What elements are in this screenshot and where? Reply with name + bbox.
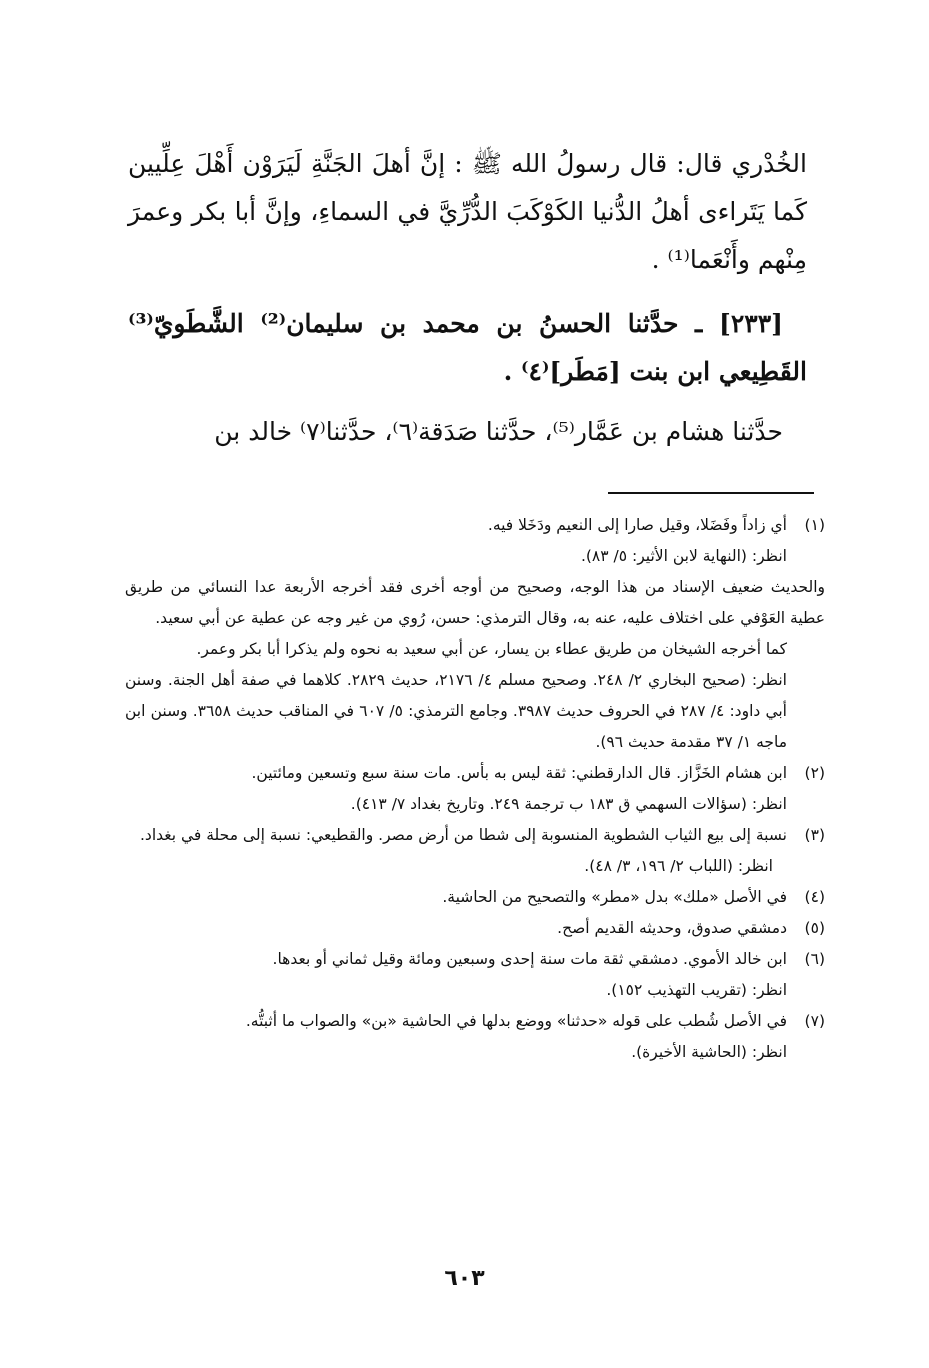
footnote-3 xyxy=(125,820,825,851)
footnotes-block xyxy=(125,510,825,1068)
footnote-separator-rule xyxy=(608,492,814,494)
footnote-number: (٤) xyxy=(804,888,825,906)
footnote-text: ابن خالد الأموي. دمشقي ثقة مات سنة إحدى وسبعين ومائة وقيل ثماني أو بعدها. xyxy=(272,950,787,968)
footnote-4 xyxy=(125,882,825,913)
page-number: ٦٠٣ xyxy=(444,1266,485,1291)
footnote-number: (٢) xyxy=(804,764,825,782)
footnote-7-reference: انظر: (الحاشية الأخيرة). xyxy=(631,1043,787,1061)
footnote-1-commentary: والحديث ضعيف الإسناد من هذا الوجه، وصحيح من أوجه أخرى فقد أخرجه الأربعة عدا النسائي من طريق عطية العَوْفي على اختلاف عليه، عنه به، وقال الترمذي: حسن، رُوي من غير وجه عن عطية عن أبي سعيد. xyxy=(125,578,825,627)
footnote-7 xyxy=(125,1006,825,1037)
footnote-2 xyxy=(125,758,825,789)
footnote-text: في الأصل شُطب على قوله «حدثنا» ووضع بدلها في الحاشية «بن» والصواب ما أثبتُّه. xyxy=(245,1012,787,1030)
footnote-1-commentary-2: كما أخرجه الشيخان من طريق عطاء بن يسار، عن أبي سعيد به نحوه ولم يذكرا أبا بكر وعمر. xyxy=(196,640,787,658)
footnote-1 xyxy=(125,510,825,541)
main-paragraph-narration-233: [٢٣٣] ـ حدَّثنا الحسنُ بن محمد بن سليمان⁽²⁾ الشَّطَويّ⁽³⁾ القَطِيعي ابن بنت [مَطَر]⁽٤⁾ . xyxy=(128,309,807,386)
main-paragraph-chain: حدَّثنا هشام بن عَمَّار⁽⁵⁾، حدَّثنا صَدَقة⁽٦⁾، حدَّثنا⁽٧⁾ خالد بن xyxy=(214,417,783,446)
footnote-number: (٣) xyxy=(804,826,825,844)
footnote-text: دمشقي صدوق، وحديثه القديم أصح. xyxy=(557,919,787,937)
main-text-block xyxy=(128,140,807,456)
footnote-number: (٥) xyxy=(804,919,825,937)
footnote-6-reference: انظر: (تقريب التهذيب ١٥٢). xyxy=(606,981,787,999)
footnote-1-sources: انظر: (صحيح البخاري ٢/ ٢٤٨. وصحيح مسلم ٤/ ٢١٧٦، حديث ٢٨٢٩. كلاهما في صفة أهل الجنة. وسنن أبي داود: ٤/ ٢٨٧ في الحروف حديث ٣٩٨٧. وجامع الترمذي: ٥/ ٦٠٧ في المناقب حديث ٣٦٥٨. وسنن ابن ماجه ١/ ٣٧ مقدمة حديث ٩٦). xyxy=(125,671,787,751)
main-paragraph-hadith: الخُدْري قال: قال رسولُ الله ﷺ : إنَّ أهلَ الجَنَّةِ لَيَرَوْن أَهْلَ عِلِّيين كَما يَتَراءى أهلُ الدُّنيا الكَوْكَبَ الدُّرِّيَّ في السماءِ، وإنَّ أبا بكر وعمرَ مِنْهم وأَنْعَما⁽¹⁾ . xyxy=(128,149,807,274)
footnote-5 xyxy=(125,913,825,944)
footnote-number: (٧) xyxy=(804,1012,825,1030)
footnote-2-reference: انظر: (سؤالات السهمي ق ١٨٣ ب ترجمة ٢٤٩. وتاريخ بغداد ٧/ ٤١٣). xyxy=(350,795,787,813)
footnote-text: أي زاداً وفَضَلا، وقيل صارا إلى النعيم ودَخَلا فيه. xyxy=(487,516,787,534)
footnote-1-reference: انظر: (النهاية لابن الأثير: ٥/ ٨٣). xyxy=(580,547,787,565)
footnote-number: (١) xyxy=(804,516,825,534)
footnote-3-reference: انظر: (اللباب ٢/ ١٩٦، ٣/ ٤٨). xyxy=(584,857,773,875)
footnote-text: نسبة إلى بيع الثياب الشطوية المنسوبة إلى شطا من أرض مصر. والقطيعي: نسبة إلى محلة في بغداد. xyxy=(140,826,787,844)
footnote-number: (٦) xyxy=(804,950,825,968)
footnote-text: في الأصل «ملك» بدل «مطر» والتصحيح من الحاشية. xyxy=(442,888,787,906)
footnote-text: ابن هشام الخَزَّاز. قال الدارقطني: ثقة ليس به بأس. مات سنة سبع وتسعين ومائتين. xyxy=(251,764,787,782)
footnote-6 xyxy=(125,944,825,975)
